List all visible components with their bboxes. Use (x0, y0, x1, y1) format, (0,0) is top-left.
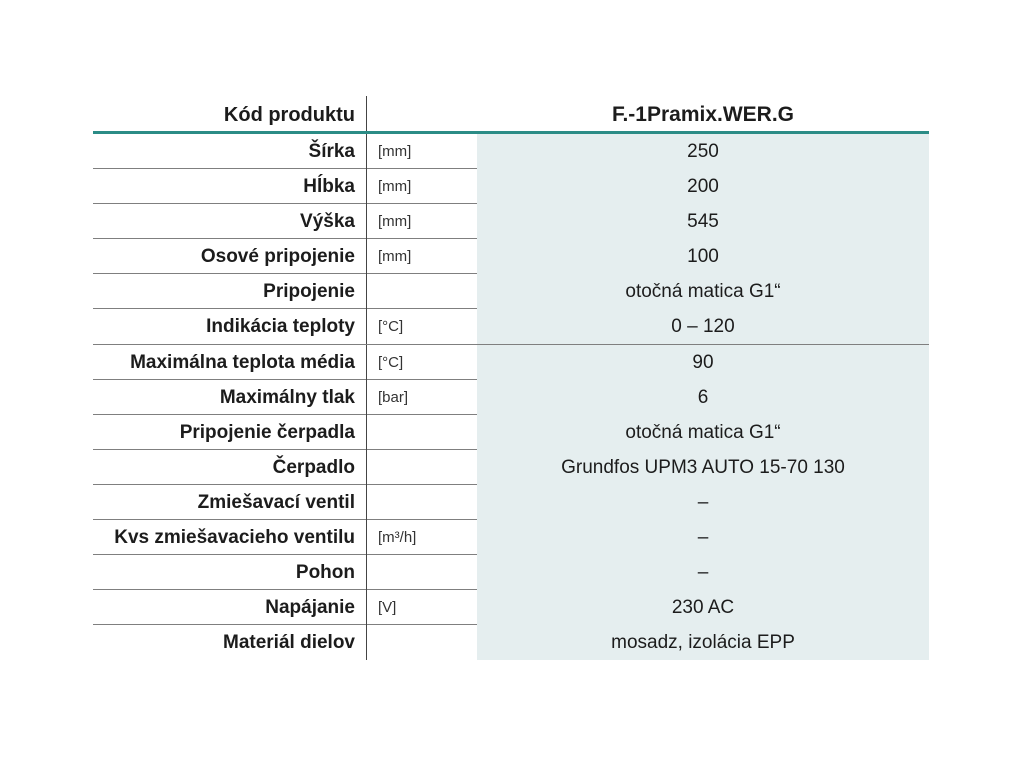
table-row (93, 239, 929, 274)
row-unit: [bar] (378, 388, 409, 406)
row-unit: [m³/h] (378, 529, 417, 547)
row-unit: [mm] (378, 248, 412, 266)
row-label: Hĺbka (93, 169, 367, 204)
row-unit: [°C] (378, 353, 404, 371)
row-label: Osové pripojenie (93, 239, 367, 274)
table-row (93, 309, 929, 344)
table-row (93, 625, 929, 660)
row-unit (367, 415, 477, 450)
row-unit (367, 625, 477, 660)
table-row (93, 134, 929, 169)
row-unit: [mm] (378, 213, 412, 231)
row-value: 250 (477, 134, 929, 169)
row-unit: [V] (378, 599, 397, 617)
row-value: – (477, 555, 929, 590)
table-row (93, 415, 929, 450)
row-value: 545 (477, 204, 929, 239)
row-unit (367, 274, 477, 309)
spec-table (93, 96, 929, 660)
table-row (93, 380, 929, 415)
row-value: 90 (477, 345, 929, 380)
row-label: Pripojenie čerpadla (93, 415, 367, 450)
row-label: Zmiešavací ventil (93, 485, 367, 520)
table-row (93, 590, 929, 625)
table-row (93, 555, 929, 590)
table-row (93, 204, 929, 239)
row-value: mosadz, izolácia EPP (477, 625, 929, 660)
row-value: 230 AC (477, 590, 929, 625)
row-label: Kvs zmiešavacieho ventilu (93, 520, 367, 555)
table-row (93, 345, 929, 380)
row-value: 100 (477, 239, 929, 274)
row-label: Pohon (93, 555, 367, 590)
table-row (93, 169, 929, 204)
row-label: Materiál dielov (93, 625, 367, 660)
row-value: 200 (477, 169, 929, 204)
row-unit (367, 555, 477, 590)
table-row (93, 520, 929, 555)
row-unit: [mm] (378, 178, 412, 196)
table-row (93, 450, 929, 485)
row-label: Čerpadlo (93, 450, 367, 485)
row-unit: [°C] (378, 318, 404, 336)
row-value: otočná matica G1“ (477, 274, 929, 309)
row-value: Grundfos UPM3 AUTO 15-70 130 (477, 450, 929, 485)
row-label: Maximálny tlak (93, 380, 367, 415)
row-label: Výška (93, 204, 367, 239)
row-unit: [mm] (378, 143, 412, 160)
row-label: Šírka (93, 134, 367, 169)
row-value: 6 (477, 380, 929, 415)
row-label: Indikácia teploty (93, 309, 367, 344)
row-value: otočná matica G1“ (477, 415, 929, 450)
row-label: Napájanie (93, 590, 367, 625)
header-label: Kód produktu (93, 96, 367, 131)
table-body (93, 134, 929, 660)
table-row (93, 485, 929, 520)
row-label: Pripojenie (93, 274, 367, 309)
row-unit (367, 485, 477, 520)
row-value: – (477, 485, 929, 520)
product-code: F.-1Pramix.WER.G (611, 103, 795, 126)
row-unit (367, 450, 477, 485)
table-row (93, 274, 929, 309)
row-value: – (477, 520, 929, 555)
table-header (93, 96, 929, 134)
row-value: 0 – 120 (477, 309, 929, 344)
row-label: Maximálna teplota média (93, 345, 367, 380)
